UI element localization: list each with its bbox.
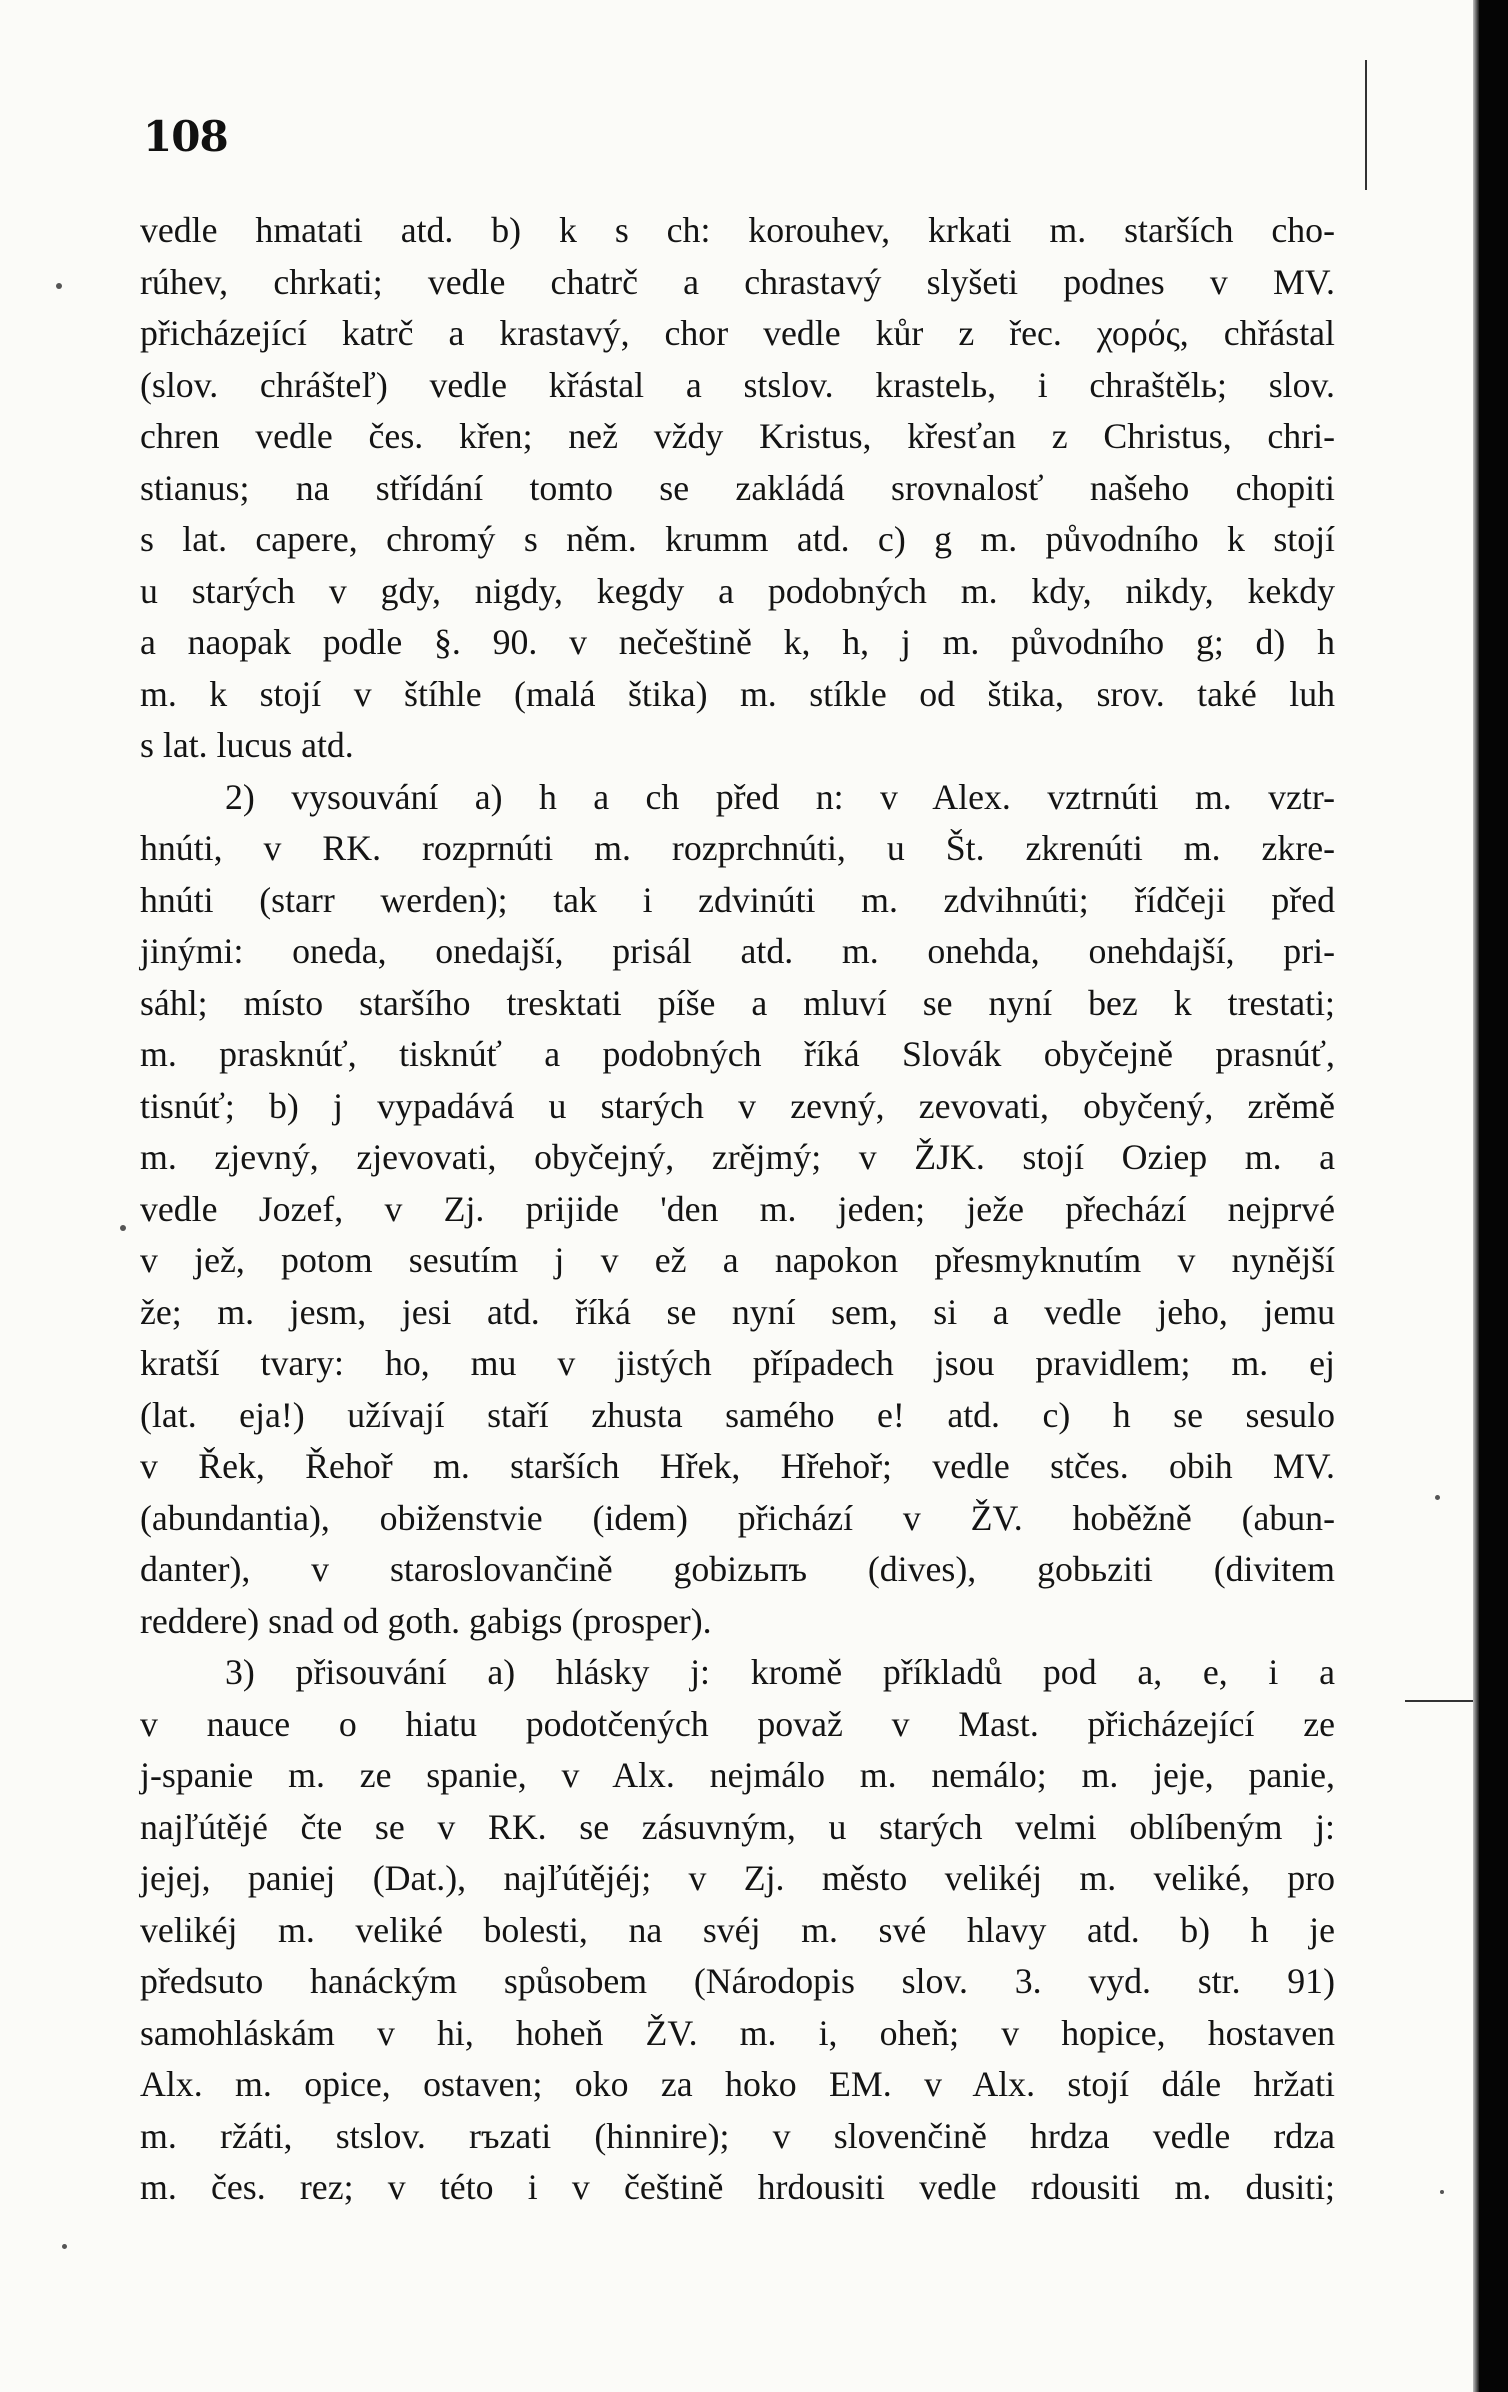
text-line: m. k stojí v štíhle (malá štika) m. stíkle od štika, srov. také luh bbox=[140, 673, 1335, 714]
text-line: sáhl; místo staršího tresktati píše a mluví se nyní bez k trestati; bbox=[140, 982, 1335, 1023]
print-speck bbox=[120, 1225, 126, 1231]
text-line: hnúti, v RK. rozprnúti m. rozprchnúti, u Št. zkrenúti m. zkre- bbox=[140, 828, 1335, 868]
text-line: že; m. jesm, jesi atd. říká se nyní sem, si a vedle jeho, jemu bbox=[140, 1291, 1335, 1332]
text-line: přicházející katrč a krastavý, chor vedle kůr z řec. χορός, chřástal bbox=[140, 313, 1335, 353]
text-line: reddere) snad od goth. gabigs (prosper). bbox=[140, 1600, 712, 1641]
text-line: rúhev, chrkati; vedle chatrč a chrastavý slyšeti podnes v MV. bbox=[140, 261, 1335, 302]
text-line: (lat. eja!) užívají staří zhusta samého e! atd. c) h se sesulo bbox=[140, 1394, 1335, 1435]
text-line: v nauce o hiatu podotčených považ v Mast. přicházející ze bbox=[140, 1703, 1335, 1744]
text-line: danter), v staroslovančině gobizьпъ (dives), gobьziti (divitem bbox=[140, 1549, 1335, 1589]
text-line: a naopak podle §. 90. v nečeštině k, h, j m. původního g; d) h bbox=[140, 622, 1335, 662]
text-line: jinými: oneda, onedajší, prisál atd. m. onehda, onehdajší, pri- bbox=[140, 931, 1335, 971]
text-line: Alx. m. opice, ostaven; oko za hoko EM. v Alx. stojí dále hržati bbox=[140, 2064, 1335, 2104]
margin-mark bbox=[1365, 60, 1367, 190]
text-line: 2) vysouvání a) h a ch před n: v Alex. vztrnúti m. vztr- bbox=[225, 776, 1335, 817]
text-line: u starých v gdy, nigdy, kegdy a podobných m. kdy, nikdy, kekdy bbox=[140, 570, 1335, 611]
text-line: m. čes. rez; v této i v češtině hrdousiti vedle rdousiti m. dusiti; bbox=[140, 2167, 1335, 2207]
text-line: m. prasknúť, tisknúť a podobných říká Slovák obyčejně prasnúť, bbox=[140, 1034, 1335, 1074]
text-line: najľútějé čte se v RK. se zásuvným, u starých velmi oblíbeným j: bbox=[140, 1806, 1335, 1847]
text-line: m. ržáti, stslov. rъzati (hinnire); v slovenčině hrdza vedle rdza bbox=[140, 2115, 1335, 2156]
text-line: m. zjevný, zjevovati, obyčejný, zrějmý; v ŽJK. stojí Oziep m. a bbox=[140, 1137, 1335, 1177]
print-speck bbox=[1435, 1495, 1440, 1500]
text-line: vedle hmatati atd. b) k s ch: korouhev, krkati m. starších cho- bbox=[140, 210, 1335, 250]
print-speck bbox=[62, 2244, 67, 2249]
text-line: (abundantia), obiženstvie (idem) přichází v ŽV. hoběžně (abun- bbox=[140, 1497, 1335, 1538]
text-line: předsuto hanáckým spůsobem (Národopis slov. 3. vyd. str. 91) bbox=[140, 1961, 1335, 2001]
text-line: v jež, potom sesutím j v ež a napokon přesmyknutím v nynější bbox=[140, 1240, 1335, 1280]
text-line: j-spanie m. ze spanie, v Alx. nejmálo m. nemálo; m. jeje, panie, bbox=[140, 1755, 1335, 1795]
page-number: 108 bbox=[143, 112, 228, 161]
text-line: stianus; na střídání tomto se zakládá srovnalosť našeho chopiti bbox=[140, 467, 1335, 508]
margin-mark bbox=[1405, 1700, 1473, 1702]
print-speck bbox=[56, 283, 62, 289]
text-line: velikéj m. veliké bolesti, na svéj m. své hlavy atd. b) h je bbox=[140, 1909, 1335, 1950]
text-line: v Řek, Řehoř m. starších Hřek, Hřehoř; vedle stčes. obih MV. bbox=[140, 1446, 1335, 1486]
text-line: hnúti (starr werden); tak i zdvinúti m. zdvihnúti; řídčeji před bbox=[140, 879, 1335, 920]
text-line: chren vedle čes. křen; než vždy Kristus, křesťan z Christus, chri- bbox=[140, 416, 1335, 456]
text-line: jejej, paniej (Dat.), najľútějéj; v Zj. město velikéj m. veliké, pro bbox=[140, 1858, 1335, 1898]
text-line: samohláskám v hi, hoheň ŽV. m. i, oheň; v hopice, hostaven bbox=[140, 2012, 1335, 2053]
body-text bbox=[140, 205, 1335, 2214]
text-line: (slov. chrášteľ) vedle křástal a stslov. krastelь, i chraštělь; slov. bbox=[140, 364, 1335, 405]
book-spine-shadow bbox=[1473, 0, 1508, 2392]
print-speck bbox=[1440, 2190, 1444, 2194]
text-line: tisnúť; b) j vypadává u starých v zevný, zevovati, obyčený, zrěmě bbox=[140, 1085, 1335, 1126]
text-line: s lat. capere, chromý s něm. krumm atd. c) g m. původního k stojí bbox=[140, 519, 1335, 559]
text-line: 3) přisouvání a) hlásky j: kromě příkladů pod a, e, i a bbox=[225, 1652, 1335, 1692]
text-line: kratší tvary: ho, mu v jistých případech jsou pravidlem; m. ej bbox=[140, 1343, 1335, 1383]
text-line: s lat. lucus atd. bbox=[140, 725, 354, 765]
text-line: vedle Jozef, v Zj. prijide 'den m. jeden; ježe přechází nejprvé bbox=[140, 1188, 1335, 1229]
